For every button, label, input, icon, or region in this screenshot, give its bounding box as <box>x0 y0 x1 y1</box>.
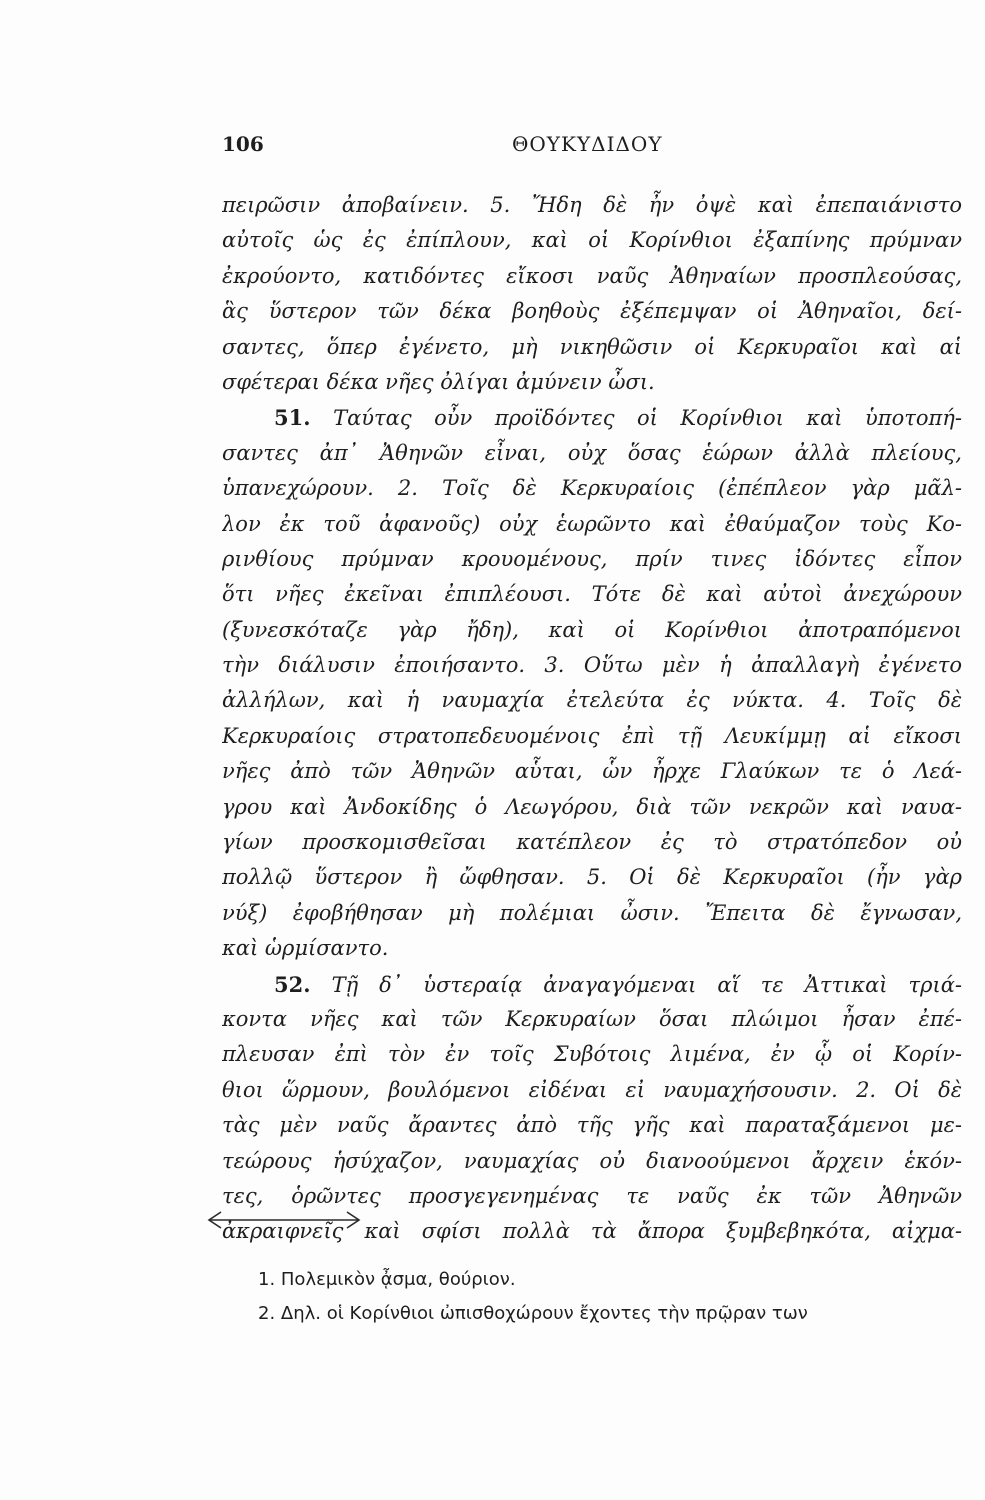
text-line: σαντες, ὅπερ ἐγένετο, μὴ νικηθῶσιν οἱ Κερκυραῖοι καὶ αἱ <box>222 334 962 359</box>
text-line: ὅτι νῆες ἐκεῖναι ἐπιπλέουσι. Τότε δὲ καὶ αὐτοὶ ἀνεχώρουν <box>222 582 962 607</box>
text-line: λον ἐκ τοῦ ἀφανοῦς) οὐχ ἑωρῶντο καὶ ἐθαύμαζον τοὺς Κο- <box>222 511 962 536</box>
text-line: γρου καὶ Ἀνδοκίδης ὁ Λεωγόρου, διὰ τῶν νεκρῶν καὶ ναυα- <box>222 794 962 819</box>
text-line: ἐκρούοντο, κατιδόντες εἴκοσι ναῦς Ἀθηναίων προσπλεούσας, <box>222 263 962 288</box>
text-line: τὰς μὲν ναῦς ἄραντες ἀπὸ τῆς γῆς καὶ παραταξάμενοι με- <box>222 1113 962 1138</box>
text-line: (ξυνεσκόταζε γὰρ ἤδη), καὶ οἱ Κορίνθιοι ἀποτραπόμενοι <box>222 617 962 642</box>
text-line: ἃς ὕστερον τῶν δέκα βοηθοὺς ἐξέπεμψαν οἱ Ἀθηναῖοι, δεί- <box>222 299 962 324</box>
footnote: 2. Δηλ. οἱ Κορίνθιοι ὠπισθοχώρουν ἔχοντες τὴν πρῷραν των <box>258 1303 808 1324</box>
text-line: σαντες ἀπ᾽ Ἀθηνῶν εἶναι, οὐχ ὅσας ἑώρων ἀλλὰ πλείους, <box>222 440 962 465</box>
main-text <box>222 188 962 1250</box>
footnote-divider-arrow-icon <box>205 1207 365 1233</box>
text-line: νῆες ἀπὸ τῶν Ἀθηνῶν αὗται, ὧν ἦρχε Γλαύκων τε ὁ Λεά- <box>222 759 962 784</box>
text-line: θιοι ὥρμουν, βουλόμενοι εἰδέναι εἰ ναυμαχήσουσιν. 2. Οἱ δὲ <box>222 1077 962 1102</box>
text-line: Κερκυραίοις στρατοπεδευομένοις ἐπὶ τῇ Λευκίμμῃ αἱ εἴκοσι <box>222 723 962 748</box>
footnote: 1. Πολεμικὸν ᾆσμα, θούριον. <box>258 1269 516 1290</box>
text-line: τες, ὁρῶντες προσγεγενημένας τε ναῦς ἐκ τῶν Ἀθηνῶν <box>222 1183 962 1208</box>
text-line: τεώρους ἡσύχαζον, ναυμαχίας οὐ διανοούμενοι ἄρχειν ἑκόν- <box>222 1148 962 1173</box>
chapter-number: 52. <box>274 971 311 997</box>
running-head: ΘΟΥΚΥΔΙΔΟΥ <box>512 132 663 156</box>
text-line: αὐτοῖς ὡς ἐς ἐπίπλουν, καὶ οἱ Κορίνθιοι ἐξαπίνης πρύμναν <box>222 228 962 253</box>
text-line: ρινθίους πρύμναν κρουομένους, πρίν τινες ἰδόντες εἶπον <box>222 546 962 571</box>
text-line: Τῇ δ᾽ ὑστεραίᾳ ἀναγαγόμεναι αἵ τε Ἀττικαὶ τριά- <box>331 972 962 997</box>
text-line: πειρῶσιν ἀποβαίνειν. 5. Ἤδη δὲ ἦν ὀψὲ καὶ ἐπεπαιάνιστο <box>222 193 962 217</box>
page-number: 106 <box>222 132 264 156</box>
text-line: ὑπανεχώρουν. 2. Τοῖς δὲ Κερκυραίοις (ἐπέπλεον γὰρ μᾶλ- <box>222 476 962 501</box>
text-line: πολλῷ ὕστερον ἢ ὤφθησαν. 5. Οἱ δὲ Κερκυραῖοι (ἦν γὰρ <box>222 865 962 890</box>
page-header <box>222 132 962 162</box>
text-line: νύξ) ἐφοβήθησαν μὴ πολέμιαι ὦσιν. Ἔπειτα δὲ ἔγνωσαν, <box>222 900 962 925</box>
chapter-52-first-line <box>222 967 962 1002</box>
text-line: Ταύτας οὖν προϊδόντες οἱ Κορίνθιοι καὶ ὑποτοπή- <box>333 406 962 431</box>
text-line: σφέτεραι δέκα νῆες ὀλίγαι ἀμύνειν ὦσι. <box>222 369 655 394</box>
text-line: ἀκραιφνεῖς καὶ σφίσι πολλὰ τὰ ἄπορα ξυμβεβηκότα, αἰχμα- <box>222 1219 962 1244</box>
text-line: γίων προσκομισθεῖσαι κατέπλεον ἐς τὸ στρατόπεδον οὐ <box>222 830 962 855</box>
text-line: καὶ ὡρμίσαντο. <box>222 936 389 961</box>
text-line: ἀλλήλων, καὶ ἡ ναυμαχία ἐτελεύτα ἐς νύκτα. 4. Τοῖς δὲ <box>222 688 962 713</box>
text-line: πλευσαν ἐπὶ τὸν ἐν τοῖς Συβότοις λιμένα, ἐν ᾧ οἱ Κορίν- <box>222 1042 962 1067</box>
chapter-number: 51. <box>274 405 311 431</box>
chapter-51-first-line <box>222 400 962 435</box>
text-line: κοντα νῆες καὶ τῶν Κερκυραίων ὅσαι πλώιμοι ἦσαν ἐπέ- <box>222 1006 962 1031</box>
footnotes <box>258 1263 962 1331</box>
text-line: τὴν διάλυσιν ἐποιήσαντο. 3. Οὕτω μὲν ἡ ἀπαλλαγὴ ἐγένετο <box>222 653 962 678</box>
